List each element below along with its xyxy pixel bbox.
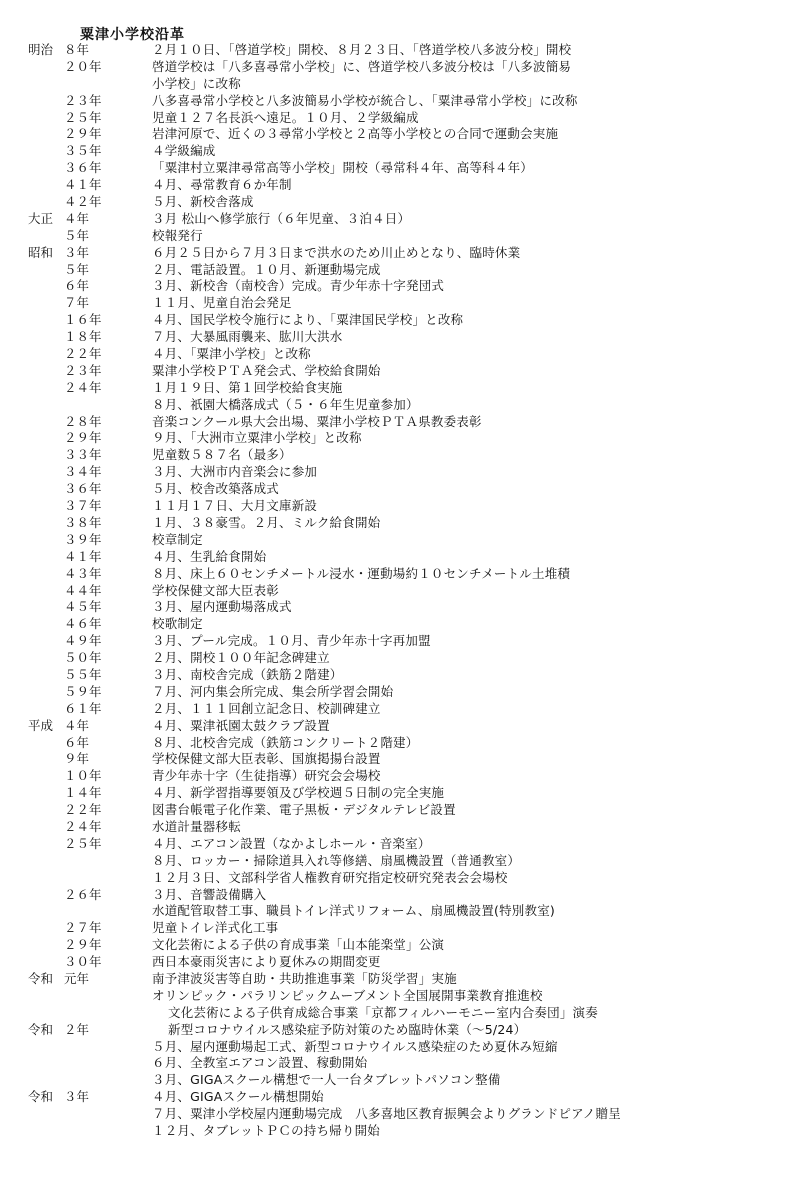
entry-year: ４１年	[64, 177, 102, 193]
history-entry	[0, 228, 786, 245]
entry-year: ２４年	[64, 379, 102, 395]
history-entry	[0, 549, 786, 566]
entry-year: ２３年	[64, 92, 102, 108]
entry-year: ４年	[64, 717, 90, 733]
history-entry	[0, 718, 786, 735]
history-entry	[0, 971, 786, 988]
history-entry	[0, 785, 786, 802]
history-entry	[0, 751, 786, 768]
history-entry	[0, 59, 786, 76]
entry-text: 学校保健文部大臣表彰	[152, 582, 280, 598]
entry-year: ２５年	[64, 109, 102, 125]
history-entry	[0, 160, 786, 177]
entry-year: ３７年	[64, 498, 102, 514]
entry-text: 岩津河原で、近くの３尋常小学校と２高等小学校との合同で運動会実施	[152, 126, 559, 142]
entry-text: オリンピック・パラリンピックムーブメント全国展開事業教育推進校	[152, 987, 543, 1003]
entry-year: ５０年	[64, 650, 102, 666]
entry-year: ３９年	[64, 531, 102, 547]
entry-text: 西日本豪雨災害により夏休みの期間変更	[152, 954, 381, 970]
entry-text: 文化芸術による子供育成総合事業「京都フィルハーモニー室内合奏団」演奏	[168, 1004, 598, 1020]
entry-text: 南予津波災害等自助・共助推進事業「防災学習」実施	[152, 970, 457, 986]
entry-text: ５月、新校舎落成	[152, 194, 254, 210]
entry-text: ４月、尋常教育６か年制	[152, 177, 292, 193]
entry-text: ７月、河内集会所完成、集会所学習会開始	[152, 683, 394, 699]
entry-text: ４月、エアコン設置（なかよしホール・音楽室）	[152, 835, 431, 851]
entry-text: ３月、南校舎完成（鉄筋２階建）	[152, 666, 343, 682]
entry-text: 図書台帳電子化作業、電子黒板・デジタルテレビ設置	[152, 802, 456, 818]
entry-text: 八多喜尋常小学校と八多波簡易小学校が統合し、「粟津尋常小学校」に改称	[152, 92, 578, 108]
history-entry	[0, 380, 786, 397]
entry-text: ３月、音響設備購入	[152, 886, 267, 902]
entry-year: ４３年	[64, 565, 102, 581]
entry-era: 明治	[28, 42, 54, 57]
entry-text: 児童数５８７名（最多）	[152, 447, 292, 463]
entry-year: ２３年	[64, 362, 102, 378]
history-entry	[0, 346, 786, 363]
entry-text: 児童１２７名長浜へ遠足。１０月、２学級編成	[152, 109, 419, 125]
entry-text: １１月、児童自治会発足	[152, 295, 292, 311]
history-entry	[0, 887, 786, 904]
entry-year: ２年	[64, 1021, 90, 1037]
entry-year: ２５年	[64, 835, 102, 851]
entry-era: 昭和	[28, 244, 54, 260]
entry-year: ２７年	[64, 920, 102, 936]
entry-text: ４月、生乳給食開始	[152, 548, 267, 564]
entry-year: ４９年	[64, 633, 102, 649]
history-entry	[0, 701, 786, 718]
entry-text: 小学校」に改称	[152, 75, 241, 91]
history-entry	[0, 954, 786, 971]
entry-text: ４月、国民学校令施行により、「粟津国民学校」と改称	[152, 312, 464, 328]
entry-year: ５５年	[64, 666, 102, 682]
entry-text: ８月、祇園大橋落成式（５・６年生児童参加）	[152, 396, 419, 412]
entry-text: ４月、「粟津小学校」と改称	[152, 346, 311, 362]
entry-text: ２月、電話設置。１０月、新運動場完成	[152, 261, 381, 277]
entry-year: ５年	[64, 261, 90, 277]
entry-text: ７月、粟津小学校屋内運動場完成 八多喜地区教育振興会よりグランドピアノ贈呈	[152, 1106, 621, 1122]
entry-year: ４５年	[64, 599, 102, 615]
history-entry	[0, 126, 786, 143]
entry-text: １２月、タブレットＰＣの持ち帰り開始	[152, 1123, 380, 1138]
history-entry	[0, 414, 786, 431]
entry-era: 令和	[28, 1021, 54, 1037]
history-entry	[0, 616, 786, 633]
history-entry	[0, 599, 786, 616]
history-entry	[0, 430, 786, 447]
history-entry	[0, 1039, 786, 1056]
history-entry	[0, 650, 786, 667]
entry-text: 青少年赤十字（生徒指導）研究会会場校	[152, 768, 381, 784]
entry-year: ４４年	[64, 582, 102, 598]
entry-year: ３４年	[64, 464, 102, 480]
history-entry	[0, 177, 786, 194]
history-entry	[0, 447, 786, 464]
history-entry	[0, 245, 786, 262]
entry-year: ７年	[64, 295, 90, 311]
entry-text: ８月、ロッカー・掃除道具入れ等修繕、扇風機設置（普通教室）	[152, 852, 521, 868]
entry-year: ３３年	[64, 447, 102, 463]
history-entry	[0, 498, 786, 515]
history-entry	[0, 836, 786, 853]
entry-text: 校章制定	[152, 531, 203, 547]
entry-text: 児童トイレ洋式化工事	[152, 920, 279, 936]
entry-year: ２２年	[64, 802, 102, 818]
entry-text: ８月、床上６０センチメートル浸水・運動場約１０センチメートル土堆積	[152, 565, 571, 581]
entry-year: ４６年	[64, 616, 102, 632]
history-entry	[0, 295, 786, 312]
history-entry	[0, 583, 786, 600]
entry-year: １８年	[64, 329, 102, 345]
entry-text: 水道配管取替工事、職員トイレ洋式リフォーム、扇風機設置(特別教室)	[152, 903, 555, 919]
history-entry	[0, 1022, 786, 1039]
entry-text: ６月２５日から７月３日まで洪水のため川止めとなり、臨時休業	[152, 244, 521, 260]
entry-year: ２４年	[64, 818, 102, 834]
entry-year: ３６年	[64, 481, 102, 497]
entry-text: ３月、屋内運動場落成式	[152, 599, 292, 615]
entry-year: ２９年	[64, 430, 102, 446]
history-entry	[0, 920, 786, 937]
entry-text: 音楽コンクール県大会出場、粟津小学校ＰＴＡ県教委表彰	[152, 413, 482, 429]
entry-year: ４１年	[64, 548, 102, 564]
history-entry	[0, 194, 786, 211]
entry-year: ３年	[64, 244, 90, 260]
entry-text: ３月、大洲市内音楽会に参加	[152, 464, 318, 480]
entry-era: 平成	[28, 717, 54, 733]
entry-text: ４月、GIGAスクール構想開始	[152, 1089, 324, 1105]
entry-year: ２９年	[64, 937, 102, 953]
entry-text: １月１９日、第１回学校給食実施	[152, 379, 343, 395]
entry-text: 粟津小学校ＰＴＡ発会式、学校給食開始	[152, 362, 381, 378]
history-entry	[0, 211, 786, 228]
entry-text: ７月、大暴風雨襲来、肱川大洪水	[152, 329, 343, 345]
entry-text: ２月、１１１回創立記念日、校訓碑建立	[152, 700, 381, 716]
entry-text: ４月、新学習指導要領及び学校週５日制の完全実施	[152, 785, 445, 801]
entry-year: ２２年	[64, 346, 102, 362]
history-entry	[0, 853, 786, 870]
history-entry	[0, 1005, 786, 1022]
history-entry	[0, 532, 786, 549]
history-entry	[0, 988, 786, 1005]
entry-year: １６年	[64, 312, 102, 328]
entry-text: ５月、屋内運動場起工式、新型コロナウイルス感染症のため夏休み短縮	[152, 1038, 558, 1054]
history-entry	[0, 802, 786, 819]
history-entry	[0, 329, 786, 346]
entry-year: ３０年	[64, 954, 102, 970]
history-entry	[0, 937, 786, 954]
entry-text: １月、３８豪雪。２月、ミルク給食開始	[152, 514, 381, 530]
entry-text: 啓道学校は「八多喜尋常小学校」に、啓道学校八多波分校は「八多波簡易	[152, 58, 572, 74]
entry-text: 学校保健文部大臣表彰、国旗掲揚台設置	[152, 751, 381, 767]
entry-year: ３年	[64, 1089, 90, 1105]
entry-text: １２月３日、文部科学省人権教育研究指定校研究発表会会場校	[152, 869, 508, 885]
entry-text: ２月、開校１００年記念碑建立	[152, 650, 330, 666]
entry-text: 新型コロナウイルス感染症予防対策のため臨時休業（～5/24）	[168, 1021, 527, 1037]
history-entry	[0, 76, 786, 93]
entry-text: 校歌制定	[152, 616, 203, 632]
entry-year: 元年	[64, 970, 90, 986]
entry-year: ２０年	[64, 58, 102, 74]
entry-text: ９月、「大洲市立粟津小学校」と改称	[152, 430, 362, 446]
history-entry	[0, 1089, 786, 1106]
entry-year: ４年	[64, 210, 90, 226]
entry-text: ３月、GIGAスクール構想で一人一台タブレットパソコン整備	[152, 1072, 501, 1088]
entry-text: ４月、粟津祇園太鼓クラブ設置	[152, 717, 330, 733]
entry-year: ３８年	[64, 514, 102, 530]
history-entry	[0, 1106, 786, 1123]
entry-text: 校報発行	[152, 227, 203, 243]
entry-text: ８月、北校舎完成（鉄筋コンクリート２階建）	[152, 734, 419, 750]
entry-era: 大正	[28, 210, 54, 226]
history-entry	[0, 464, 786, 481]
history-entry	[0, 262, 786, 279]
entry-year: ６年	[64, 278, 90, 294]
history-entry	[0, 684, 786, 701]
entry-text: １１月１７日、大月文庫新設	[152, 498, 318, 514]
entry-year: ９年	[64, 751, 90, 767]
history-entry	[0, 903, 786, 920]
entry-year: ３６年	[64, 160, 102, 176]
history-entry	[0, 735, 786, 752]
entry-text: 水道計量器移転	[152, 818, 241, 834]
history-entry	[0, 1072, 786, 1089]
entry-year: ６１年	[64, 700, 102, 716]
entry-year: １４年	[64, 785, 102, 801]
history-entry	[0, 1123, 786, 1140]
history-entry	[0, 667, 786, 684]
history-entry	[0, 110, 786, 127]
history-entry	[0, 515, 786, 532]
entry-year: ５年	[64, 227, 90, 243]
entry-text: 「粟津村立粟津尋常高等小学校」開校（尋常科４年、高等科４年）	[152, 160, 534, 176]
entry-year: ４２年	[64, 194, 102, 210]
entry-era: 令和	[28, 970, 54, 986]
history-entry	[0, 312, 786, 329]
history-entry	[0, 278, 786, 295]
entry-text: ４学級編成	[152, 143, 216, 159]
entry-year: ６年	[64, 734, 90, 750]
entry-year: ２６年	[64, 886, 102, 902]
history-entry	[0, 143, 786, 160]
entry-year: １０年	[64, 768, 102, 784]
entry-era: 令和	[28, 1089, 54, 1105]
history-entry	[0, 1055, 786, 1072]
document-title: 粟津小学校沿革	[80, 27, 185, 43]
entry-text: ２月１０日、「啓道学校」開校、８月２３日、「啓道学校八多波分校」開校	[152, 42, 572, 57]
history-entry	[0, 363, 786, 380]
history-entry	[0, 819, 786, 836]
history-list	[0, 42, 786, 1140]
entry-text: ３月 松山へ修学旅行（６年児童、３泊４日）	[152, 210, 411, 226]
entry-year: ８年	[64, 42, 90, 57]
history-entry	[0, 93, 786, 110]
history-entry	[0, 481, 786, 498]
entry-year: ３５年	[64, 143, 102, 159]
history-entry	[0, 768, 786, 785]
history-entry	[0, 397, 786, 414]
entry-year: ２９年	[64, 126, 102, 142]
entry-year: ５９年	[64, 683, 102, 699]
history-entry	[0, 566, 786, 583]
history-entry	[0, 42, 786, 59]
entry-text: ６月、全教室エアコン設置、稼動開始	[152, 1055, 368, 1071]
entry-year: ２８年	[64, 413, 102, 429]
entry-text: ３月、プール完成。１０月、青少年赤十字再加盟	[152, 633, 431, 649]
history-entry	[0, 870, 786, 887]
entry-text: 文化芸術による子供の育成事業「山本能楽堂」公演	[152, 937, 445, 953]
history-entry	[0, 633, 786, 650]
entry-text: ３月、新校舎（南校舎）完成。青少年赤十字発団式	[152, 278, 445, 294]
entry-text: ５月、校舎改築落成式	[152, 481, 280, 497]
